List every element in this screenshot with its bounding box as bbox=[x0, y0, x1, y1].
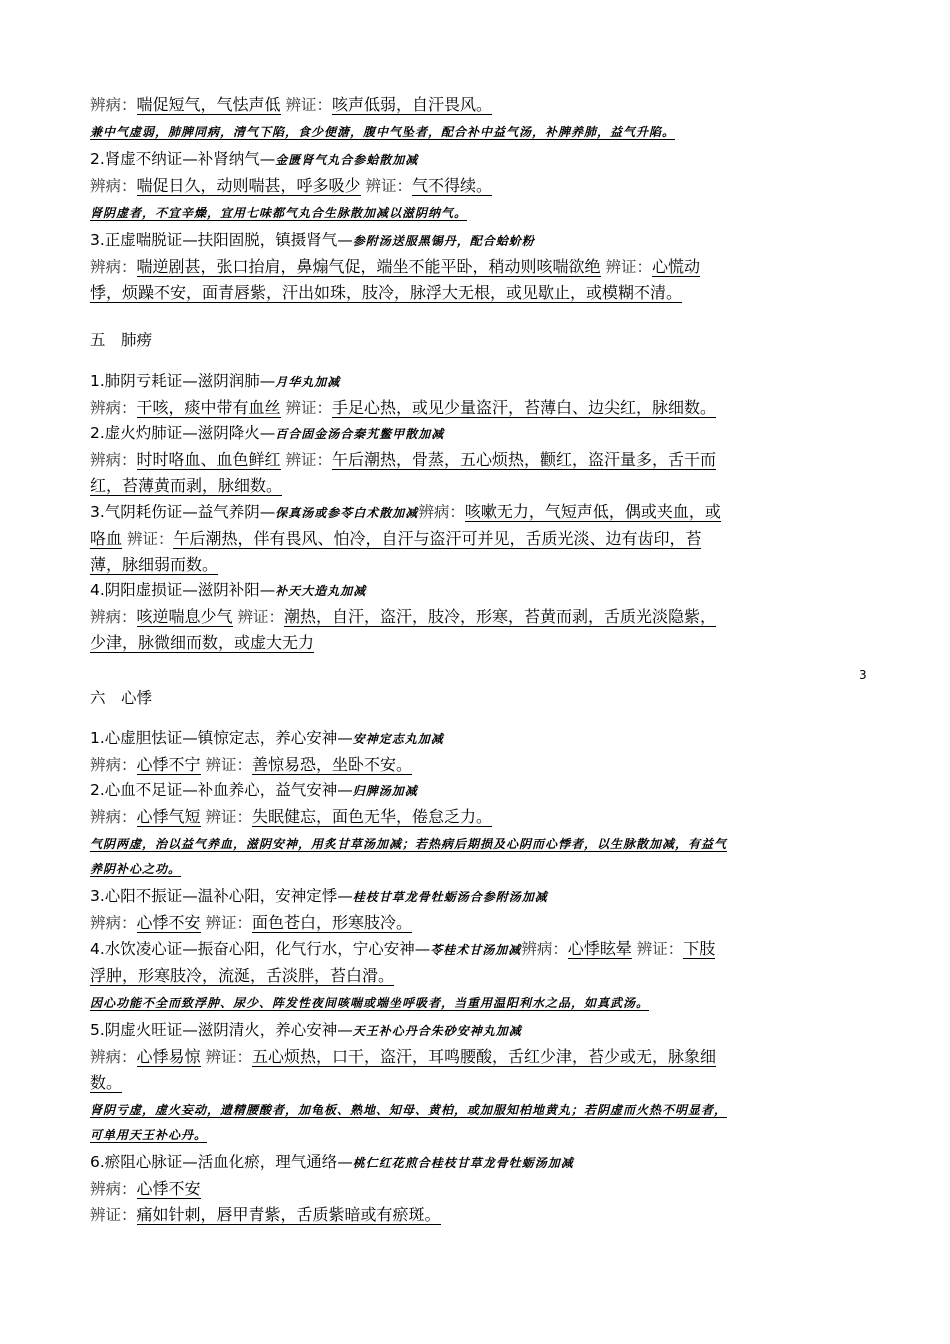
label-bianzheng: 辨证： bbox=[285, 96, 332, 114]
bianbing-text: 时时咯血、血色鲜红 bbox=[136, 449, 281, 469]
label-bianzheng: 辨证： bbox=[237, 607, 284, 626]
bianzheng-text: 下肢浮肿，形寒肢冷，流涎，舌淡胖，苔白滑。 bbox=[90, 939, 716, 985]
item-title bbox=[90, 778, 730, 804]
diagnosis-line bbox=[90, 804, 730, 830]
page-number: 3 bbox=[859, 668, 867, 682]
item-title bbox=[90, 578, 730, 604]
diagnosis-line bbox=[90, 395, 730, 421]
label-bianzheng: 辨证： bbox=[205, 1048, 252, 1066]
item-title bbox=[90, 1150, 730, 1176]
bianzheng-text: 痛如针刺，唇甲青紫，舌质紫暗或有瘀斑。 bbox=[136, 1205, 441, 1224]
bianzheng-text: 午后潮热，伴有畏风、怕冷，自汗与盗汗可并见，舌质光淡、边有齿印，苔薄，脉细弱而数。 bbox=[90, 528, 702, 574]
bianzheng-text: 善惊易恐，坐卧不安。 bbox=[251, 755, 412, 774]
item-title bbox=[90, 421, 730, 447]
item-title-text: 3.正虚喘脱证—扶阳固脱，镇摄肾气— bbox=[90, 231, 353, 249]
label-bianzheng: 辨证： bbox=[205, 756, 252, 774]
bianbing-text: 心悸气短 bbox=[136, 807, 201, 826]
section-heading: 六 心悸 bbox=[90, 688, 153, 707]
bianbing-text: 心悸不宁 bbox=[136, 755, 201, 774]
label-bianzheng: 辨证： bbox=[205, 914, 252, 932]
diagnosis-line bbox=[90, 173, 730, 199]
note-text: 肾阴亏虚，虚火妄动，遗精腰酸者，加龟板、熟地、知母、黄柏，或加服知柏地黄丸；若阴虚而火热不明显者，可单用天王补心丹。 bbox=[90, 1103, 728, 1142]
item-title bbox=[90, 884, 730, 910]
bianzheng-text: 心慌动悸，烦躁不安，面青唇紫，汗出如珠，肢冷，脉浮大无根，或见歇止，或模糊不清。 bbox=[90, 257, 700, 302]
item-title bbox=[90, 369, 730, 395]
diagnosis-line bbox=[90, 936, 730, 989]
note-text: 气阴两虚，治以益气养血，滋阴安神，用炙甘草汤加减；若热病后期损及心阴而心悸者，以生脉散加减，有益气养阴补心之功。 bbox=[90, 837, 728, 876]
diagnosis-line bbox=[90, 1044, 730, 1096]
label-bianbing: 辨病： bbox=[90, 258, 137, 276]
bianbing-text: 心悸不安 bbox=[136, 913, 201, 932]
item-title-text: 6.瘀阻心脉证—活血化瘀，理气通络— bbox=[90, 1153, 353, 1171]
label-bianzheng: 辨证： bbox=[605, 258, 652, 276]
formula-text: 百合固金汤合秦艽鳖甲散加减 bbox=[275, 426, 445, 441]
bianbing-text: 心悸不安 bbox=[136, 1179, 201, 1198]
formula-text: 月华丸加减 bbox=[275, 374, 341, 389]
label-bianbing: 辨病： bbox=[90, 1180, 137, 1198]
bianzheng-text: 潮热，自汗，盗汗，肢冷，形寒，苔黄而剥，舌质光淡隐紫，少津，脉微细而数，或虚大无力 bbox=[90, 606, 716, 652]
label-bianbing: 辨病： bbox=[90, 96, 137, 114]
diagnosis-line bbox=[90, 499, 730, 578]
item-title-text: 3.心阳不振证—温补心阳，安神定悸— bbox=[90, 887, 353, 905]
document-page bbox=[90, 92, 730, 1228]
bianzheng-text: 面色苍白，形寒肢冷。 bbox=[251, 913, 412, 932]
note-text: 兼中气虚弱，肺脾同病，清气下陷，食少便溏，腹中气坠者，配合补中益气汤，补脾养肺，益气升陷。 bbox=[90, 125, 676, 139]
label-bianzheng: 辨证： bbox=[126, 529, 174, 548]
label-bianzheng: 辨证： bbox=[285, 398, 332, 417]
formula-text: 金匮肾气丸合参蛤散加减 bbox=[275, 153, 419, 167]
label-bianbing: 辨病： bbox=[521, 940, 568, 958]
diagnosis-line bbox=[90, 910, 730, 936]
item-title-text: 2.心血不足证—补血养心，益气安神— bbox=[90, 781, 353, 799]
bianzheng-text: 手足心热，或见少量盗汗，苔薄白、边尖红，脉细数。 bbox=[331, 397, 716, 417]
bianbing-text: 喘促短气，气怯声低 bbox=[136, 95, 281, 114]
section-heading: 五 肺痨 bbox=[90, 331, 153, 349]
formula-text: 补天大造丸加减 bbox=[275, 583, 367, 598]
item-title bbox=[90, 228, 730, 254]
item-title-text: 1.心虚胆怯证—镇惊定志，养心安神— bbox=[90, 729, 353, 747]
bianbing-text: 干咳，痰中带有血丝 bbox=[136, 397, 281, 417]
item-title-text: 2.肾虚不纳证—补肾纳气— bbox=[90, 150, 276, 168]
block1-diagnosis-line bbox=[90, 92, 730, 118]
label-bianbing: 辨病： bbox=[90, 1048, 137, 1066]
label-bianbing: 辨病： bbox=[90, 398, 137, 417]
formula-text: 桂枝甘草龙骨牡蛎汤合参附汤加减 bbox=[352, 890, 548, 904]
label-bianzheng: 辨证： bbox=[285, 450, 332, 469]
formula-text: 苓桂术甘汤加减 bbox=[430, 943, 522, 957]
item-title bbox=[90, 147, 730, 173]
bianbing-text: 心悸易惊 bbox=[136, 1047, 201, 1066]
item-title-text: 3.气阴耗伤证—益气养阴— bbox=[90, 502, 276, 521]
bianzheng-text: 气不得续。 bbox=[411, 176, 492, 195]
bianzheng-text: 午后潮热，骨蒸，五心烦热，颧红，盗汗量多，舌干而红，苔薄黄而剥，脉细数。 bbox=[90, 449, 716, 495]
item-title-text: 1.肺阴亏耗证—滋阴润肺— bbox=[90, 371, 276, 390]
bianbing-text: 咳嗽无力，气短声低，偶或夹血，或咯血 bbox=[90, 501, 721, 548]
item-title-text: 5.阴虚火旺证—滋阴清火，养心安神— bbox=[90, 1021, 353, 1039]
label-bianbing: 辨病： bbox=[90, 177, 137, 195]
bianzheng-text: 咳声低弱，自汗畏风。 bbox=[331, 95, 492, 114]
formula-text: 参附汤送服黑锡丹，配合蛤蚧粉 bbox=[352, 234, 535, 248]
formula-text: 保真汤或参苓白术散加减 bbox=[275, 505, 419, 520]
label-bianzheng: 辨证： bbox=[636, 940, 684, 958]
diagnosis-line bbox=[90, 752, 730, 778]
label-bianbing: 辨病： bbox=[90, 607, 137, 626]
diagnosis-line bbox=[90, 604, 730, 656]
diagnosis-line bbox=[90, 447, 730, 499]
item-title-text: 2.虚火灼肺证—滋阴降火— bbox=[90, 423, 276, 442]
label-bianzheng: 辨证： bbox=[205, 808, 252, 826]
formula-text: 安神定志丸加减 bbox=[352, 732, 444, 746]
item-title bbox=[90, 726, 730, 752]
bianbing-text: 咳逆喘息少气 bbox=[136, 606, 233, 626]
label-bianzheng: 辨证： bbox=[90, 1206, 137, 1224]
formula-text: 天王补心丹合朱砂安神丸加减 bbox=[352, 1024, 522, 1038]
bianbing-text: 喘逆剧甚，张口抬肩，鼻煽气促，端坐不能平卧，稍动则咳喘欲绝 bbox=[136, 257, 601, 276]
label-bianbing: 辨病： bbox=[90, 756, 137, 774]
bianbing-text: 心悸眩晕 bbox=[567, 939, 632, 958]
formula-text: 归脾汤加减 bbox=[352, 784, 418, 798]
diagnosis-line bbox=[90, 1202, 730, 1228]
bianzheng-text: 五心烦热，口干，盗汗，耳鸣腰酸，舌红少津，苔少或无，脉象细数。 bbox=[90, 1047, 716, 1092]
note-text: 因心功能不全而致浮肿、尿少、阵发性夜间咳喘或端坐呼吸者，当重用温阳利水之品，如真武汤。 bbox=[90, 996, 650, 1010]
label-bianbing: 辨病： bbox=[90, 450, 137, 469]
item-title-text: 4.水饮凌心证—振奋心阳，化气行水，宁心安神— bbox=[90, 940, 431, 958]
item-title-text: 4.阴阳虚损证—滋阴补阳— bbox=[90, 580, 276, 599]
label-bianbing: 辨病： bbox=[90, 808, 137, 826]
bianbing-text: 喘促日久，动则喘甚，呼多吸少 bbox=[136, 176, 361, 195]
formula-text: 桃仁红花煎合桂枝甘草龙骨牡蛎汤加减 bbox=[352, 1156, 574, 1170]
bianzheng-text: 失眠健忘，面色无华，倦怠乏力。 bbox=[251, 807, 492, 826]
item-title bbox=[90, 1018, 730, 1044]
label-bianbing: 辨病： bbox=[418, 502, 465, 521]
diagnosis-line bbox=[90, 1176, 730, 1202]
diagnosis-line bbox=[90, 254, 730, 306]
note-text: 肾阴虚者，不宜辛燥，宜用七味都气丸合生脉散加减以滋阴纳气。 bbox=[90, 206, 468, 220]
label-bianbing: 辨病： bbox=[90, 914, 137, 932]
label-bianzheng: 辨证： bbox=[365, 177, 412, 195]
